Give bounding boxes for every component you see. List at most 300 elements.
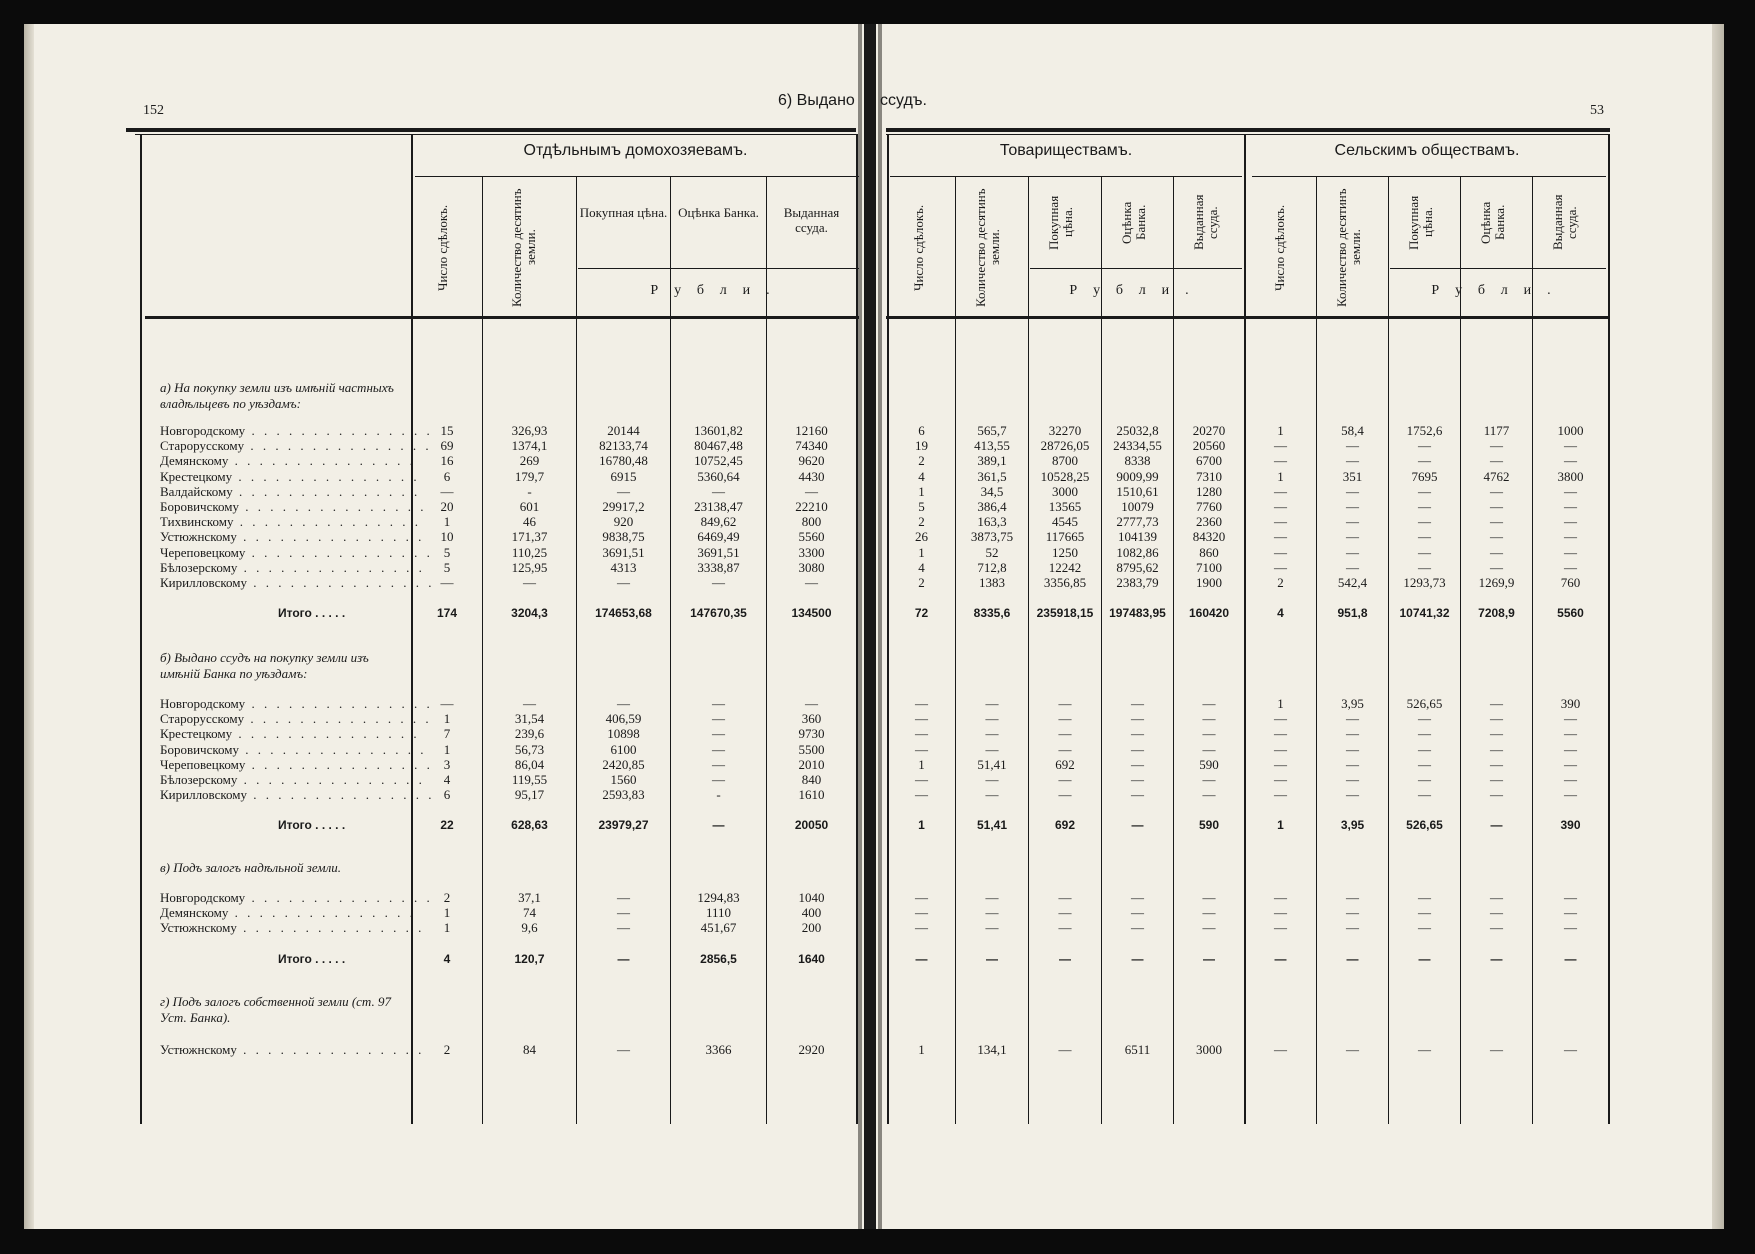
table-cell: 526,65: [1406, 696, 1443, 711]
table-cell: —: [1564, 559, 1577, 575]
table-cell: 117665: [1045, 529, 1085, 545]
table-cell: 171,37: [511, 529, 548, 545]
table-cell: —: [1346, 529, 1359, 545]
row-label: Новгородскому . . . . . . . . . . . . . . .: [160, 890, 433, 905]
table-cell: 147670,35: [690, 606, 747, 620]
table-cell: 1: [443, 711, 451, 727]
table-cell: 110,25: [511, 544, 548, 560]
col-line: [576, 176, 577, 1124]
col-line: [1532, 176, 1533, 1124]
table-cell: 360: [801, 711, 822, 727]
table-cell: —: [1418, 741, 1431, 757]
group-border: [1244, 134, 1246, 1124]
table-cell: —: [440, 696, 454, 711]
table-cell: 2: [443, 1042, 451, 1057]
table-cell: —: [1418, 952, 1431, 966]
table-cell: 326,93: [511, 423, 548, 438]
group-header-households: Отдѣльнымъ домохозяевамъ.: [523, 142, 748, 159]
table-cell: 34,5: [980, 483, 1004, 499]
table-cell: —: [1564, 529, 1577, 545]
table-cell: —: [915, 952, 928, 966]
table-cell: 2856,5: [700, 952, 737, 966]
table-cell: —: [1346, 438, 1359, 454]
table-cell: —: [1564, 920, 1577, 936]
table-cell: —: [1058, 741, 1072, 757]
table-cell: —: [1490, 726, 1503, 742]
table-cell: —: [1490, 438, 1503, 454]
col-header-appraisal: Оцѣнка Банка.: [1478, 201, 1507, 244]
rubles-label: Рубли.: [1431, 283, 1567, 298]
table-cell: —: [1490, 905, 1503, 921]
table-cell: —: [1202, 726, 1216, 742]
table-cell: —: [1490, 772, 1503, 787]
table-cell: 12242: [1048, 559, 1082, 575]
table-cell: —: [617, 696, 630, 711]
table-cell: 389,1: [977, 453, 1007, 469]
right-border: [1608, 134, 1610, 1124]
group-header-partnerships: Товариществамъ.: [999, 142, 1133, 159]
row-label: Тихвинскому . . . . . . . . . . . . . . .: [160, 514, 422, 530]
table-cell: —: [1274, 726, 1287, 742]
table-cell: 3356,85: [1043, 575, 1087, 590]
rubles-label: Рубли.: [650, 283, 786, 298]
table-cell: —: [1058, 711, 1072, 727]
top-rule-left: [126, 128, 856, 132]
table-cell: —: [915, 711, 928, 727]
table-cell: —: [712, 741, 725, 757]
table-cell: —: [805, 575, 818, 590]
table-cell: 951,8: [1337, 606, 1368, 620]
table-cell: 7: [443, 726, 451, 742]
table-cell: —: [523, 575, 536, 590]
table-cell: 10528,25: [1040, 468, 1090, 484]
col-header-price: Покупная цѣна.: [1046, 195, 1075, 250]
col-line: [482, 176, 483, 1124]
table-cell: —: [1564, 1042, 1577, 1057]
left-border: [140, 134, 142, 1124]
table-cell: —: [1131, 952, 1144, 966]
table-cell: 29917,2: [602, 499, 645, 514]
table-cell: —: [712, 818, 725, 832]
table-cell: —: [1346, 741, 1359, 757]
header-bottom-rule-right: [886, 316, 1608, 319]
top-rule-right-thin: [886, 134, 1610, 135]
table-cell: —: [1564, 741, 1577, 757]
table-cell: —: [915, 905, 928, 921]
table-cell: 163,3: [977, 514, 1007, 530]
table-cell: —: [1564, 544, 1577, 560]
table-cell: —: [712, 756, 725, 772]
table-cell: 1: [918, 483, 925, 499]
col-header-price: Покупная цѣна.: [1406, 195, 1435, 250]
table-cell: —: [1564, 756, 1577, 772]
table-cell: —: [985, 787, 999, 803]
table-cell: —: [1346, 483, 1359, 499]
table-cell: —: [1274, 741, 1287, 757]
table-cell: 82133,74: [599, 438, 648, 454]
table-cell: 2: [918, 453, 925, 469]
table-cell: 51,41: [977, 756, 1007, 772]
table-cell: 9009,99: [1116, 468, 1159, 484]
table-cell: —: [1202, 711, 1216, 727]
table-cell: 1269,9: [1478, 575, 1515, 590]
table-cell: 1640: [798, 952, 825, 966]
table-cell: 390: [1560, 696, 1581, 711]
table-cell: —: [1058, 920, 1072, 936]
group-rule-3: [1252, 176, 1606, 177]
table-cell: —: [1490, 920, 1503, 936]
rub-rule-2: [1030, 268, 1242, 269]
table-cell: —: [1274, 438, 1287, 454]
table-cell: —: [1131, 741, 1144, 757]
table-cell: 84320: [1192, 529, 1226, 545]
table-cell: 20: [440, 499, 454, 514]
top-rule-right: [886, 128, 1610, 132]
table-cell: —: [1418, 544, 1431, 560]
page-number-right: 53: [1590, 103, 1604, 118]
table-cell: —: [1490, 756, 1503, 772]
table-cell: 7310: [1196, 468, 1222, 484]
table-cell: 5: [443, 559, 451, 575]
table-cell: —: [712, 483, 725, 499]
table-cell: 2: [918, 514, 925, 530]
table-cell: —: [617, 483, 630, 499]
table-cell: 4: [918, 559, 925, 575]
table-cell: 197483,95: [1109, 606, 1166, 620]
table-cell: 72: [914, 606, 929, 620]
table-cell: —: [1490, 787, 1503, 803]
table-cell: —: [1274, 756, 1287, 772]
total-label: Итого . . . . .: [278, 952, 346, 966]
table-cell: —: [1564, 514, 1577, 530]
table-cell: —: [1274, 559, 1287, 575]
table-cell: 10741,32: [1399, 606, 1450, 620]
table-cell: 6100: [610, 741, 637, 757]
table-cell: 413,55: [974, 438, 1010, 454]
table-cell: —: [1274, 529, 1287, 545]
table-cell: 590: [1198, 818, 1220, 832]
table-cell: —: [1490, 514, 1503, 530]
table-cell: 3204,3: [511, 606, 548, 620]
table-cell: 1900: [1196, 575, 1222, 590]
table-cell: —: [1274, 952, 1287, 966]
table-cell: 386,4: [977, 499, 1007, 514]
table-cell: 351: [1342, 468, 1363, 484]
table-cell: —: [1274, 711, 1287, 727]
table-cell: —: [1490, 559, 1503, 575]
row-label: Боровичскому . . . . . . . . . . . . . . .: [160, 499, 427, 514]
table-cell: 565,7: [977, 423, 1007, 438]
col-header-appraisal: Оцѣнка Банка.: [678, 205, 759, 220]
table-cell: —: [1131, 696, 1144, 711]
row-label: Устюжнскому . . . . . . . . . . . . . . .: [160, 1042, 425, 1057]
right-page-edge: [1712, 24, 1724, 1229]
table-cell: 860: [1199, 544, 1219, 560]
table-cell: —: [1418, 514, 1431, 530]
table-cell: —: [1564, 772, 1577, 787]
table-cell: —: [1418, 529, 1431, 545]
table-cell: —: [915, 920, 928, 936]
table-cell: —: [1274, 453, 1287, 469]
table-cell: -: [527, 483, 532, 499]
table-cell: 1: [918, 544, 925, 560]
rubles-label: Рубли.: [1069, 283, 1205, 298]
table-cell: —: [915, 726, 928, 742]
table-cell: —: [1346, 772, 1359, 787]
table-cell: 9730: [798, 726, 825, 742]
table-cell: —: [1564, 726, 1577, 742]
table-cell: —: [1202, 905, 1216, 921]
rub-rule-3: [1390, 268, 1606, 269]
table-cell: —: [986, 952, 998, 966]
table-cell: 134,1: [977, 1042, 1007, 1057]
table-cell: 692: [1054, 818, 1076, 832]
table-cell: 1: [918, 756, 925, 772]
table-cell: 1293,73: [1403, 575, 1446, 590]
table-cell: —: [1346, 499, 1359, 514]
table-cell: 1: [443, 741, 451, 757]
row-label: Череповецкому . . . . . . . . . . . . . . .: [160, 544, 433, 560]
stub-border: [411, 134, 413, 1124]
col-header-deals: Число сдѣлокъ.: [911, 204, 926, 291]
table-cell: —: [1131, 818, 1144, 832]
table-cell: —: [1058, 772, 1072, 787]
page-title-left: 6) Выдано: [778, 92, 855, 109]
page-number-left: 152: [143, 103, 164, 118]
table-cell: 400: [801, 905, 822, 921]
table-cell: —: [1202, 696, 1216, 711]
row-label: Демянскому . . . . . . . . . . . . . . .: [160, 453, 416, 469]
table-cell: 3,95: [1341, 696, 1364, 711]
table-cell: 6700: [1196, 453, 1222, 469]
table-cell: 4313: [610, 559, 637, 575]
table-cell: —: [1131, 726, 1144, 742]
table-cell: —: [1418, 890, 1431, 905]
table-cell: 9620: [798, 453, 825, 469]
table-cell: —: [617, 575, 630, 590]
table-cell: 1610: [798, 787, 825, 803]
table-cell: —: [1490, 483, 1503, 499]
table-cell: 15: [440, 423, 454, 438]
row-label: Бѣлозерскому . . . . . . . . . . . . . . .: [160, 772, 425, 787]
table-cell: 1383: [979, 575, 1005, 590]
total-label: Итого . . . . .: [278, 606, 346, 620]
table-cell: 37,1: [518, 890, 541, 905]
table-cell: —: [985, 890, 999, 905]
table-cell: 19: [915, 438, 928, 454]
table-cell: 6: [918, 423, 925, 438]
table-cell: —: [1418, 772, 1431, 787]
table-cell: —: [1490, 499, 1503, 514]
table-cell: —: [1346, 711, 1359, 727]
table-cell: —: [617, 920, 630, 936]
rub-rule-1: [578, 268, 859, 269]
table-cell: —: [1346, 453, 1359, 469]
table-cell: —: [1346, 787, 1359, 803]
table-cell: —: [985, 711, 999, 727]
table-cell: 235918,15: [1036, 606, 1094, 620]
table-cell: —: [1058, 905, 1072, 921]
table-cell: —: [1418, 483, 1431, 499]
table-cell: 10752,45: [694, 453, 743, 469]
table-cell: 2920: [798, 1042, 825, 1057]
table-cell: 104139: [1118, 529, 1157, 545]
table-cell: —: [1131, 905, 1144, 921]
table-cell: 6: [443, 787, 451, 803]
table-cell: —: [1564, 952, 1577, 966]
table-cell: 52: [985, 544, 999, 560]
table-cell: —: [1418, 453, 1431, 469]
table-cell: —: [1418, 1042, 1431, 1057]
table-cell: 160420: [1188, 606, 1230, 620]
col-header-area: Количество десятинъ земли.: [509, 188, 538, 307]
col-line: [766, 176, 767, 1124]
table-cell: 4: [1277, 606, 1284, 620]
row-label: Череповецкому . . . . . . . . . . . . . . .: [160, 756, 433, 772]
table-cell: 2593,83: [602, 787, 645, 803]
row-label: Кирилловскому . . . . . . . . . . . . . . .: [160, 787, 435, 803]
table-cell: —: [985, 726, 999, 742]
table-cell: —: [1202, 741, 1216, 757]
table-cell: —: [1346, 890, 1359, 905]
table-cell: —: [440, 483, 454, 499]
table-cell: 20050: [794, 818, 829, 832]
section-v-title: в) Подъ залогъ надѣльной земли.: [160, 860, 342, 875]
table-cell: 5500: [798, 741, 825, 757]
group-header-communities: Сельскимъ обществамъ.: [1334, 142, 1520, 159]
table-cell: 69: [440, 438, 454, 454]
table-cell: -: [716, 787, 721, 803]
table-cell: —: [1274, 905, 1287, 921]
table-cell: —: [617, 905, 630, 921]
table-cell: —: [1490, 696, 1503, 711]
col-header-loan: Выданная ссуда.: [1550, 194, 1579, 251]
table-cell: 4: [443, 772, 451, 787]
table-cell: 361,5: [977, 468, 1007, 484]
table-cell: 20144: [607, 423, 640, 438]
table-cell: —: [440, 575, 454, 590]
col-line: [1460, 176, 1461, 1124]
table-cell: 8335,6: [973, 606, 1011, 620]
table-cell: 86,04: [514, 756, 545, 772]
table-cell: 840: [801, 772, 822, 787]
table-cell: —: [1274, 890, 1287, 905]
table-cell: —: [1564, 499, 1577, 514]
table-cell: 4: [918, 468, 925, 484]
col-header-price: Покупная цѣна.: [579, 205, 668, 220]
table-cell: 5: [443, 544, 451, 560]
table-cell: —: [617, 890, 630, 905]
col-header-deals: Число сдѣлокъ.: [435, 204, 450, 291]
table-cell: 32270: [1048, 423, 1082, 438]
table-cell: 6: [443, 468, 451, 484]
total-label: Итого . . . . .: [278, 818, 346, 832]
row-label: Боровичскому . . . . . . . . . . . . . . .: [160, 741, 427, 757]
table-cell: —: [523, 696, 536, 711]
table-cell: 134500: [791, 606, 832, 620]
table-cell: 692: [1055, 756, 1075, 772]
table-cell: —: [617, 952, 630, 966]
table-cell: 7695: [1411, 468, 1438, 484]
col-line: [955, 176, 956, 1124]
top-rule-left-thin: [135, 134, 856, 135]
table-cell: 542,4: [1337, 575, 1368, 590]
table-cell: —: [1490, 818, 1503, 832]
table-cell: 1: [1277, 818, 1284, 832]
table-cell: —: [1564, 890, 1577, 905]
table-cell: 6469,49: [697, 529, 740, 545]
table-cell: 95,17: [514, 787, 545, 803]
table-cell: 2: [1277, 575, 1284, 590]
table-cell: 10: [440, 529, 454, 545]
table-cell: —: [1490, 544, 1503, 560]
col-line: [670, 176, 671, 1124]
col-line: [1028, 176, 1029, 1124]
table-cell: 628,63: [511, 818, 548, 832]
row-label: Валдайскому . . . . . . . . . . . . . . .: [160, 483, 421, 499]
col-line: [1316, 176, 1317, 1124]
table-cell: 390: [1560, 818, 1581, 832]
table-cell: 1560: [610, 772, 637, 787]
table-cell: 1: [443, 905, 451, 921]
table-cell: —: [1058, 1042, 1072, 1057]
table-cell: —: [1490, 741, 1503, 757]
col-line: [1101, 176, 1102, 1124]
table-cell: —: [1202, 772, 1216, 787]
table-cell: —: [1131, 711, 1144, 727]
page-title-right: ссудъ.: [880, 92, 927, 109]
table-cell: 4: [443, 952, 451, 966]
table-cell: —: [1346, 756, 1359, 772]
table-cell: 920: [613, 514, 634, 530]
table-cell: 451,67: [700, 920, 737, 936]
table-cell: 3366: [705, 1042, 732, 1057]
table-cell: —: [1564, 438, 1577, 454]
table-cell: 590: [1199, 756, 1219, 772]
row-label: Кирилловскому . . . . . . . . . . . . . . .: [160, 575, 435, 590]
row-label: Крестецкому . . . . . . . . . . . . . . .: [160, 468, 420, 484]
gutter-shadow-left: [858, 24, 862, 1229]
col-header-area: Количество десятинъ земли.: [973, 188, 1002, 307]
table-cell: 760: [1560, 575, 1581, 590]
table-cell: —: [1274, 483, 1287, 499]
table-cell: —: [712, 711, 725, 727]
table-cell: 8795,62: [1116, 559, 1159, 575]
table-cell: —: [1202, 787, 1216, 803]
table-cell: —: [985, 696, 999, 711]
table-cell: 2383,79: [1116, 575, 1159, 590]
table-cell: —: [1058, 890, 1072, 905]
book-gutter: [864, 24, 876, 1229]
table-cell: 8338: [1124, 453, 1151, 469]
table-cell: 800: [801, 514, 822, 530]
table-cell: —: [1274, 499, 1287, 514]
table-cell: 3,95: [1340, 818, 1365, 832]
col-header-loan: Выданная ссуда.: [783, 205, 840, 235]
table-cell: 179,7: [514, 468, 545, 484]
table-cell: 7100: [1196, 559, 1222, 575]
table-cell: —: [1346, 1042, 1359, 1057]
table-cell: —: [985, 920, 999, 936]
table-cell: 31,54: [514, 711, 545, 727]
header-bottom-rule-left: [145, 316, 859, 319]
table-cell: —: [617, 1042, 630, 1057]
table-cell: 74: [523, 905, 536, 921]
table-cell: —: [1346, 920, 1359, 936]
table-cell: 12160: [795, 423, 828, 438]
table-cell: 1510,61: [1116, 483, 1159, 499]
table-cell: 712,8: [977, 559, 1007, 575]
